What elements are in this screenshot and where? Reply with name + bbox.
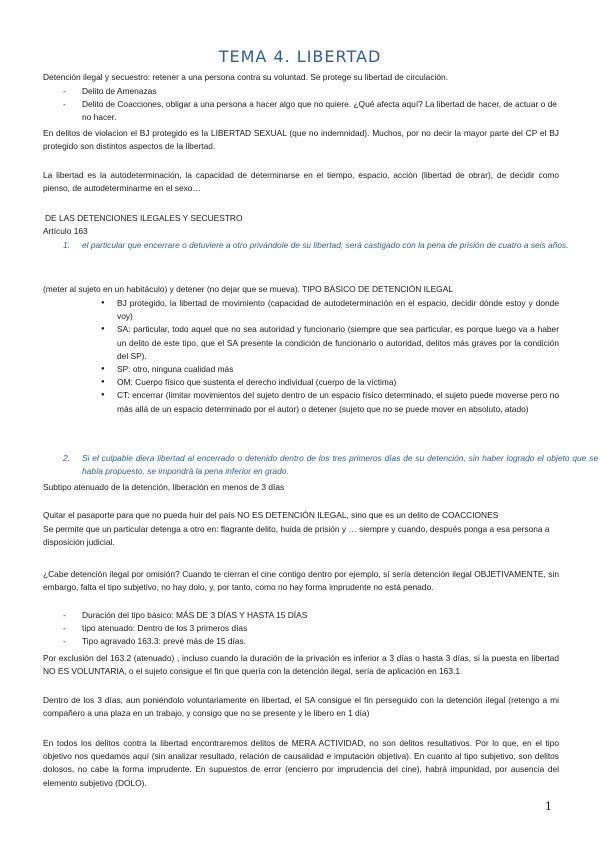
pasaporte-paragraph: Quitar el pasaporte para que no pueda huir del país NO ES DETENCIÓN ILEGAL, sino que es un delito de COACCIONES [43,510,499,520]
document-title: TEMA 4. LIBERTAD [218,47,382,66]
exclusion-paragraph: Por exclusión del 163.2 (atenuado) , incluso cuando la duración de la privación es inferior a 3 días o hasta 3 días, si la puesta en libertad NO ES VOLUNTARIA, o el sujeto consigue el fin que quería con la detención ilegal, sería de aplicación en 163.1 [43,653,559,677]
article-163-1 [43,239,598,252]
duration-basico: - Duración del tipo básico: MÁS DE 3 DÍAS Y HASTA 15 DÍAS [43,609,559,622]
page-number: 1 [545,800,552,813]
bullet-ct: ● CT: encerrar (limitar movimientos del sujeto dentro de un espacio físico determinado, el sujeto puede moverse pero no más allá de un espacio determinado por el autor) o detener (sujeto que no se puede mover en absoluto, atado) [43,389,559,415]
article-163-2-text: Si el culpable diera libertad al encerrado o detenido dentro de los tres primeros días de su detención, sin haber logrado el objeto que se había propuesto, se impondrá la pena inferior en grado. [82,453,598,477]
omision-paragraph: ¿Cabe detención ilegal por omisión? Cuando te cierran el cine contigo dentro por ejemplo, sí sería detención ilegal OBJETIVAMENTE, sin embargo, falta el tipo subjetivo, no hay dolo, y, por tanto, como no hay forma imprudente no está penado. [43,569,559,593]
bullet-bj: ● BJ protegido, la libertad de movimiento (capacidad de autodeterminación en el espacio, decidir dónde estoy y donde voy) [43,297,559,323]
bullet-sp: ● SP: otro, ninguna cualidad más [43,363,559,376]
duration-list [43,609,559,649]
article-163-1-number: 1. [63,240,70,250]
intro-item-coacciones: - Delito de Coacciones, obligar a una persona a hacer algo que no quiere. ¿Qué afecta aquí? La libertad de hacer, de actuar o de no hacer. [43,98,559,124]
intro-item-amenazas: - Delito de Amenazas [43,85,559,98]
permite-paragraph: Se permite que un particular detenga a otro en: flagrante delito, huida de prisión y … siempre y cuando, después ponga a esa persona a disposición judicial. [43,524,550,548]
article-163-2 [43,452,598,478]
article-163-1-text: el particular que encerrare o detuviere a otro privándole de su libertad, será castigado con la pena de prisión de cuatro a seis años. [82,240,569,250]
meter-paragraph: (meter al sujeto en un habitáculo) y detener (no dejar que se mueva). TIPO BÁSICO DE DETENCIÓN ILEGAL [43,284,453,294]
intro-paragraph: Detención ilegal y secuestro: retener a una persona contra su voluntad. Se protege su libertad de circulación. [43,72,449,82]
article-163-2-number: 2. [63,453,70,464]
dentro-paragraph: Dentro de los 3 días, aun poniéndolo voluntariamente en libertad, el SA consigue el fin perseguido con la detención ilegal (retengo a mi compañero a una plaza en un trabajo, y consigo que no se presente y le libero en 1 día) [43,695,559,719]
bj-paragraph: En delitos de violacion el BJ protegido es la LIBERTAD SEXUAL (que no indemnidad). Muchos, por no decir la mayor parte del CP el BJ protegido son distintos aspectos de la libertad. [43,128,559,152]
article-heading: Artículo 163 [43,226,88,236]
duration-atenuado: - tipo atenuado: Dentro de los 3 primeros días [43,622,559,635]
duration-agravado: - Tipo agravado 163.3: prevé más de 15 días. [43,635,559,648]
todos-paragraph: En todos los delitos contra la libertad encontraremos delitos de MERA ACTIVIDAD, no son delitos resultativos. Por lo que, en el tipo objetivo nos quedamos aquí (sin analizar resultado, relación de causalidad e imputación objetiva). En cuanto al tipo subjetivo, son delitos dolosos, no cabe la forma imprudente. En supuestos de error (encierro por imprudencia del cine), habrá impunidad, por ausencia del elemento subjetivo (DOLO). [43,738,559,788]
bullet-sa: ● SA: particular, todo aquel que no sea autoridad y funcionario (siempre que sea particular, es porque luego va a haber un delito de este tipo, que el SA presente la condición de funcionario o autoridad, delitos más graves por la condición del SP). [43,323,559,363]
bullet-om: ● OM: Cuerpo físico que sustenta el derecho individual (cuerpo de la víctima) [43,376,559,389]
elements-list [43,297,559,416]
libertad-paragraph: La libertad es la autodeterminación, la capacidad de determinarse en el tiempo, espacio, acción (libertad de obrar), de decidir como pienso, de autodeterminarme en el sexo… [43,170,559,194]
intro-list [43,85,559,125]
section-heading: DE LAS DETENCIONES ILEGALES Y SECUESTRO [45,213,243,223]
subtipo-paragraph: Subtipo atenuado de la detención, liberación en menos de 3 días [43,482,285,492]
